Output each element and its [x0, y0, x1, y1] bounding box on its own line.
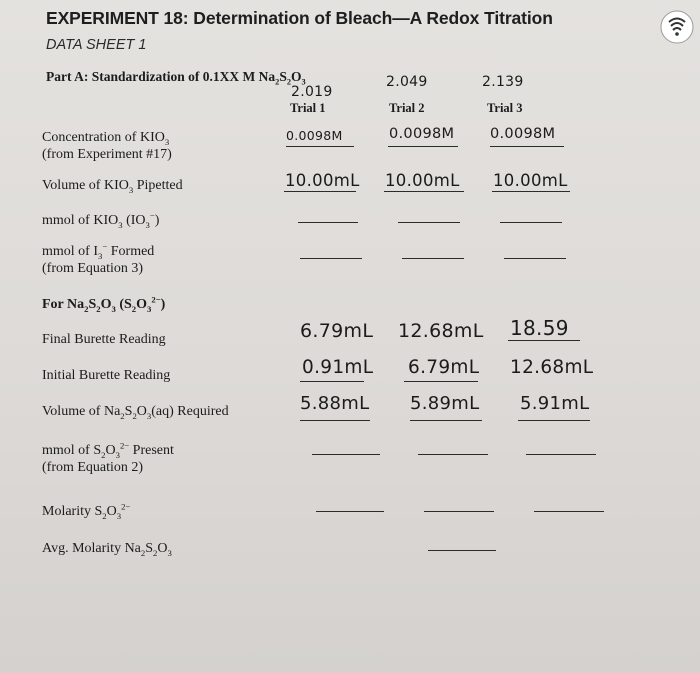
avg-molarity-label: Avg. Molarity $Na_2S_2O_3$ [42, 541, 172, 558]
mass-trial-2: 2.049 [386, 74, 428, 90]
mmol-s2o3-line-3 [526, 454, 596, 455]
mmol-s2o3-line-1 [312, 454, 380, 455]
trial-2-header: Trial 2 [389, 101, 425, 115]
kio3-volume-trial-3: 10.00mL [493, 171, 568, 190]
final-burette-trial-2: 12.68mL [398, 320, 484, 342]
kio3-conc-line-2 [388, 146, 458, 147]
initial-burette-line-1 [300, 381, 364, 382]
volume-required-line-3 [518, 420, 590, 421]
kio3-conc-trial-3: 0.0098M [490, 126, 556, 142]
wifi-icon [660, 10, 694, 44]
kio3-conc-trial-2: 0.0098M [389, 126, 455, 142]
molarity-s2o3-label: Molarity $S_2O_3^{2-}$ [42, 501, 131, 521]
kio3-volume-trial-2: 10.00mL [385, 171, 460, 190]
volume-required-trial-3: 5.91mL [520, 393, 590, 414]
final-burette-line-3 [508, 340, 580, 341]
mmol-kio3-line-3 [500, 222, 562, 223]
molarity-line-2 [424, 511, 494, 512]
kio3-volume-trial-1: 10.00mL [285, 171, 360, 190]
volume-na2s2o3-label: Volume of $Na_2S_2O_3(aq)$ Required [42, 404, 229, 421]
mmol-kio3-line-1 [298, 222, 358, 223]
kio3-concentration-label: Concentration of $KIO_3$ (from Experiment #17) [42, 130, 172, 162]
volume-required-line-1 [300, 420, 370, 421]
mass-trial-3: 2.139 [482, 74, 524, 90]
kio3-volume-line-1 [284, 191, 356, 192]
mmol-kio3-label: mmol of $KIO_3$ $(IO_3^-)$ [42, 210, 160, 230]
kio3-conc-trial-1: 0.0098M [286, 128, 343, 143]
initial-burette-trial-1: 0.91mL [302, 357, 374, 378]
molarity-line-1 [316, 511, 384, 512]
volume-required-trial-1: 5.88mL [300, 393, 370, 414]
part-a-heading: Part A: Standardization of 0.1XX M $Na_2S_2O_3$ [46, 69, 306, 87]
initial-burette-trial-2: 6.79mL [408, 357, 480, 378]
kio3-conc-line-3 [490, 146, 564, 147]
mmol-s2o3-label: mmol of $S_2O_3^{2-}$ Present (from Equation 2) [42, 440, 174, 475]
kio3-volume-label: Volume of $KIO_3$ Pipetted [42, 178, 183, 195]
mmol-i3-line-2 [402, 258, 464, 259]
volume-required-line-2 [410, 420, 482, 421]
sheet-subtitle: DATA SHEET 1 [46, 37, 147, 53]
kio3-conc-line-1 [286, 146, 354, 147]
for-na2s2o3-heading: For $Na_2S_2O_3$ $(S_2O_3^{2-})$ [42, 294, 166, 314]
initial-burette-label: Initial Burette Reading [42, 368, 171, 383]
mmol-s2o3-line-2 [418, 454, 488, 455]
mmol-kio3-line-2 [398, 222, 460, 223]
avg-molarity-line [428, 550, 496, 551]
molarity-line-3 [534, 511, 604, 512]
mmol-i3-line-1 [300, 258, 362, 259]
mmol-i3-line-3 [504, 258, 566, 259]
final-burette-trial-3: 18.59 [510, 316, 569, 340]
mass-trial-1: 2.019 [291, 84, 333, 100]
trial-3-header: Trial 3 [487, 101, 523, 115]
final-burette-trial-1: 6.79mL [300, 320, 374, 342]
kio3-volume-line-2 [384, 191, 464, 192]
kio3-volume-line-3 [492, 191, 570, 192]
initial-burette-line-2 [404, 381, 478, 382]
volume-required-trial-2: 5.89mL [410, 393, 480, 414]
final-burette-label: Final Burette Reading [42, 332, 166, 347]
trial-1-header: Trial 1 [290, 101, 326, 115]
experiment-title: EXPERIMENT 18: Determination of Bleach—A Redox Titration [46, 8, 553, 28]
initial-burette-trial-3: 12.68mL [510, 357, 594, 378]
mmol-i3-label: mmol of $I_3^-$ Formed (from Equation 3) [42, 241, 155, 276]
